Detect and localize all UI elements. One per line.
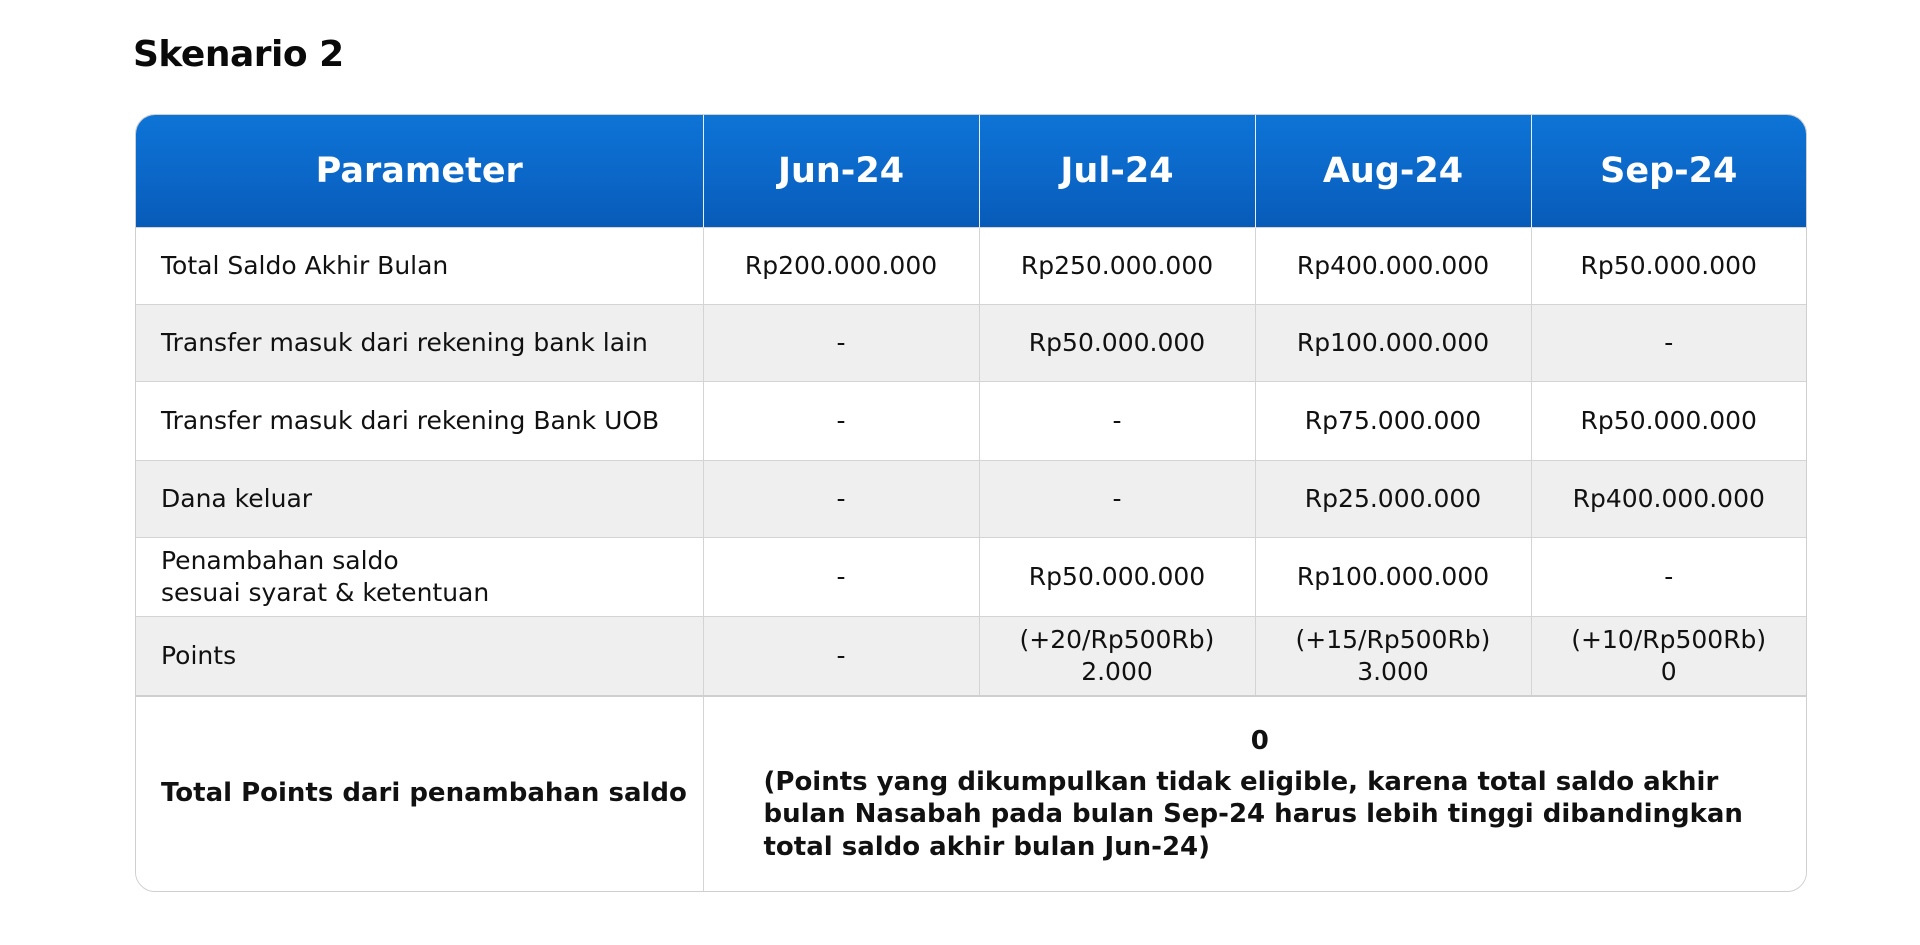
points-value: 2.000	[1081, 657, 1153, 686]
total-value-cell	[703, 696, 1806, 891]
points-rate: (+20/Rp500Rb)	[1019, 624, 1215, 654]
row-label: Dana keluar	[136, 461, 703, 538]
page-title: Skenario 2	[133, 34, 344, 75]
cell-aug	[1255, 617, 1531, 697]
points-rate: (+15/Rp500Rb)	[1295, 624, 1491, 654]
points-rate: (+10/Rp500Rb)	[1571, 624, 1767, 654]
table-row	[136, 617, 1806, 697]
cell-jul	[979, 617, 1255, 697]
cell-aug: Rp100.000.000	[1255, 305, 1531, 382]
table-row	[136, 305, 1806, 382]
cell-jul: Rp250.000.000	[979, 228, 1255, 305]
cell-aug: Rp75.000.000	[1255, 382, 1531, 461]
cell-jun: -	[703, 305, 979, 382]
table-row	[136, 228, 1806, 305]
cell-jun: -	[703, 461, 979, 538]
total-points-note: (Points yang dikumpulkan tidak eligible, karena total saldo akhir bulan Nasabah pada bulan Sep-24 harus lebih tinggi dibandingkan total saldo akhir bulan Jun-24)	[763, 766, 1743, 862]
scenario-table	[136, 115, 1806, 891]
cell-sep: Rp50.000.000	[1531, 228, 1806, 305]
cell-sep: Rp400.000.000	[1531, 461, 1806, 538]
table-row	[136, 382, 1806, 461]
row-label: Total Saldo Akhir Bulan	[136, 228, 703, 305]
total-points-value: 0	[1250, 726, 1269, 756]
points-scenario-table	[135, 114, 1807, 892]
cell-sep: Rp50.000.000	[1531, 382, 1806, 461]
cell-jun: -	[703, 538, 979, 617]
cell-aug: Rp400.000.000	[1255, 228, 1531, 305]
row-label: Points	[136, 617, 703, 697]
cell-jul: -	[979, 382, 1255, 461]
row-label: Transfer masuk dari rekening Bank UOB	[136, 382, 703, 461]
row-label-line-1: Penambahan saldo	[161, 545, 399, 575]
table-header-row	[136, 115, 1806, 228]
header-parameter: Parameter	[136, 115, 703, 228]
cell-jul: Rp50.000.000	[979, 305, 1255, 382]
cell-jul: Rp50.000.000	[979, 538, 1255, 617]
row-label	[136, 538, 703, 617]
table-row	[136, 461, 1806, 538]
header-sep-24: Sep-24	[1531, 115, 1806, 228]
points-value: 0	[1660, 657, 1677, 686]
header-jul-24: Jul-24	[979, 115, 1255, 228]
cell-aug: Rp25.000.000	[1255, 461, 1531, 538]
cell-sep: -	[1531, 305, 1806, 382]
cell-sep	[1531, 617, 1806, 697]
total-label: Total Points dari penambahan saldo	[136, 696, 703, 891]
header-aug-24: Aug-24	[1255, 115, 1531, 228]
cell-sep: -	[1531, 538, 1806, 617]
cell-aug: Rp100.000.000	[1255, 538, 1531, 617]
cell-jul: -	[979, 461, 1255, 538]
cell-jun: -	[703, 382, 979, 461]
cell-jun: Rp200.000.000	[703, 228, 979, 305]
row-label-line-2: sesuai syarat & ketentuan	[161, 578, 490, 607]
row-label: Transfer masuk dari rekening bank lain	[136, 305, 703, 382]
total-row	[136, 696, 1806, 891]
header-jun-24: Jun-24	[703, 115, 979, 228]
points-value: 3.000	[1357, 657, 1429, 686]
cell-jun: -	[703, 617, 979, 697]
table-row	[136, 538, 1806, 617]
